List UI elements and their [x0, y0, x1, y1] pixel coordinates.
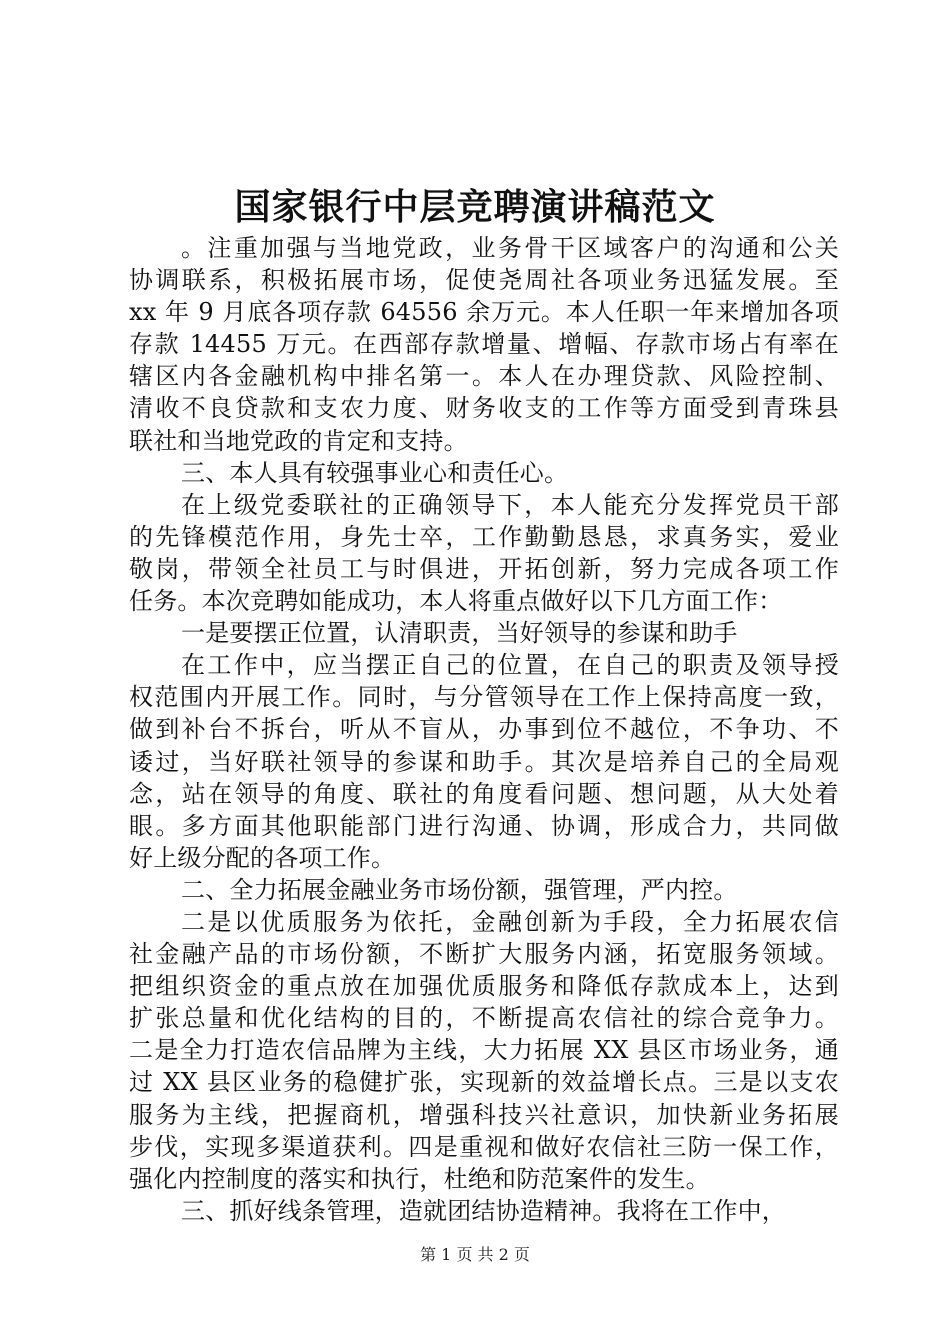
text-line: 服务为主线，把握商机，增强科技兴社意识，加快新业务拓展 [129, 1100, 839, 1129]
text-line: 步伐，实现多渠道获利。四是重视和做好农信社三防一保工作， [129, 1132, 839, 1161]
text-line: xx 年 9 月底各项存款 64556 余万元。本人任职一年来增加各项 [129, 298, 839, 327]
text-line: 社金融产品的市场份额，不断扩大服务内涵，拓宽服务领域。 [129, 940, 839, 969]
text-line: 念，站在领导的角度、联社的角度看问题、想问题，从大处着 [129, 779, 839, 808]
page-footer: 第 1 页 共 2 页 [420, 1245, 530, 1264]
text-line: 强化内控制度的落实和执行，杜绝和防范案件的发生。 [129, 1164, 710, 1193]
text-line: 二是全力打造农信品牌为主线，大力拓展 XX 县区市场业务，通 [129, 1036, 839, 1065]
text-line: 的先锋模范作用，身先士卒，工作勤勤恳恳，求真务实，爱业 [129, 522, 839, 551]
text-line: 三、本人具有较强事业心和责任心。 [181, 458, 569, 487]
text-line: 二是以优质服务为依托，金融创新为手段，全力拓展农信 [181, 907, 839, 936]
text-line: 清收不良贷款和支农力度、财务收支的工作等方面受到青珠县 [129, 394, 839, 423]
text-line: 。注重加强与当地党政，业务骨干区域客户的沟通和公关 [181, 234, 839, 262]
text-line: 权范围内开展工作。同时，与分管领导在工作上保持高度一致， [129, 683, 839, 712]
text-line: 协调联系，积极拓展市场，促使尧周社各项业务迅猛发展。至 [129, 266, 839, 295]
text-line: 存款 14455 万元。在西部存款增量、增幅、存款市场占有率在 [129, 330, 839, 359]
text-line: 三、抓好线条管理，造就团结协造精神。我将在工作中， [181, 1196, 786, 1225]
text-line: 眼。多方面其他职能部门进行沟通、协调，形成合力，共同做 [129, 811, 839, 840]
text-line: 在工作中，应当摆正自己的位置，在自己的职责及领导授 [181, 651, 839, 680]
text-line: 好上级分配的各项工作。 [129, 843, 396, 872]
text-line: 辖区内各金融机构中排名第一。本人在办理贷款、风险控制、 [129, 362, 839, 391]
text-line: 扩张总量和优化结构的目的，不断提高农信社的综合竞争力。 [129, 1004, 839, 1033]
text-line: 在上级党委联社的正确领导下，本人能充分发挥党员干部 [181, 490, 839, 519]
text-line: 做到补台不拆台，听从不盲从，办事到位不越位，不争功、不 [129, 715, 839, 744]
text-line: 敬岗，带领全社员工与时俱进，开拓创新，努力完成各项工作 [129, 554, 839, 583]
text-line: 一是要摆正位置，认清职责，当好领导的参谋和助手 [181, 619, 738, 648]
document-title: 国家银行中层竞聘演讲稿范文 [234, 186, 716, 228]
text-line: 过 XX 县区业务的稳健扩张，实现新的效益增长点。三是以支农 [129, 1068, 839, 1097]
text-line: 把组织资金的重点放在加强优质服务和降低存款成本上，达到 [129, 972, 839, 1001]
document-body [129, 232, 839, 1227]
text-line: 联社和当地党政的肯定和支持。 [129, 426, 468, 455]
text-line: 诿过，当好联社领导的参谋和助手。其次是培养自己的全局观 [129, 747, 839, 776]
text-line: 任务。本次竞聘如能成功，本人将重点做好以下几方面工作： [129, 587, 783, 616]
text-line: 二、全力拓展金融业务市场份额，强管理，严内控。 [181, 875, 738, 904]
